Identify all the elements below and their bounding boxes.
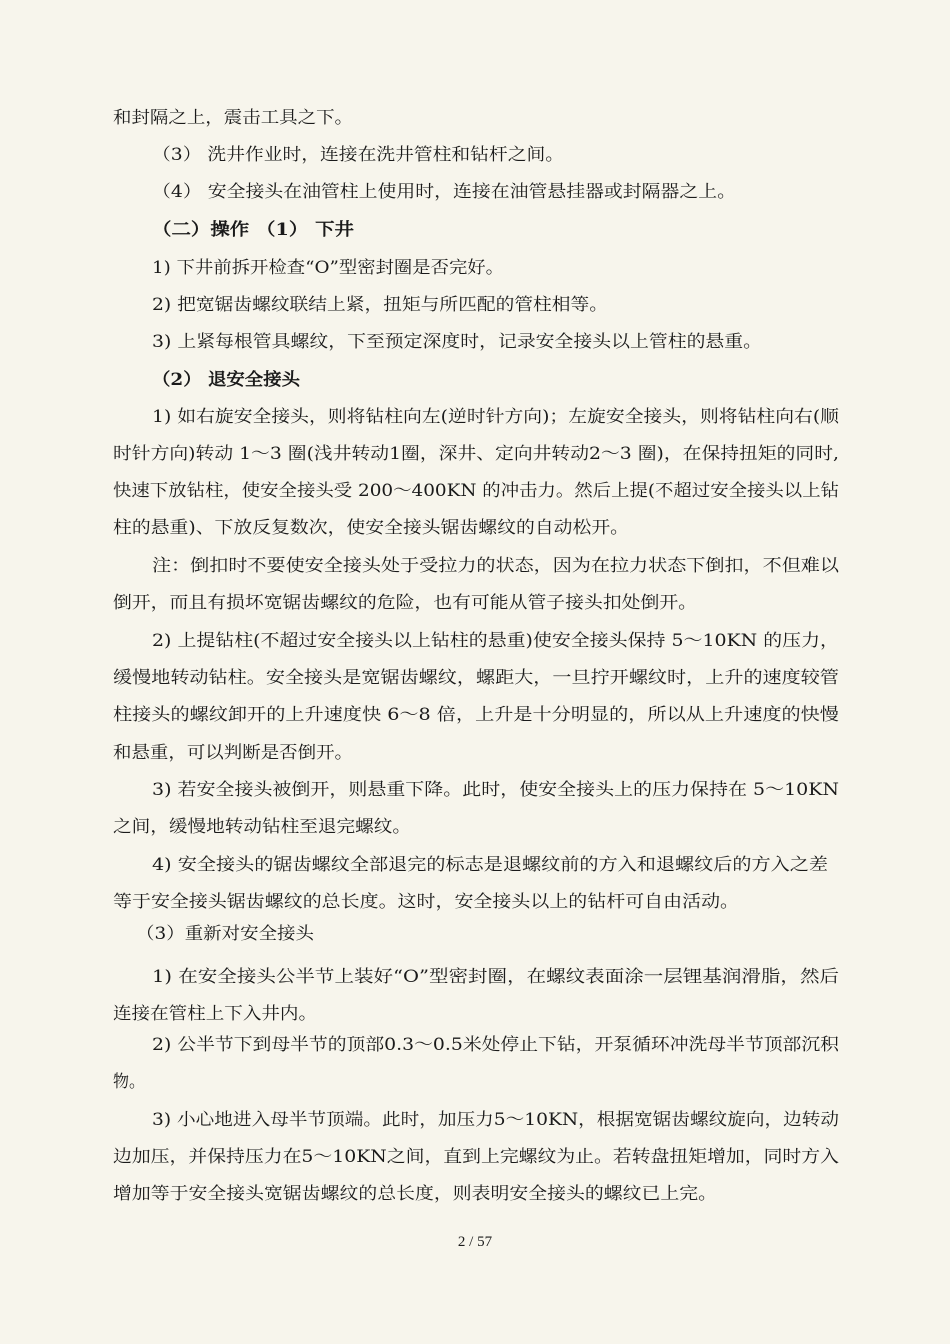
text-line-content: 连接在管柱上下入井内。 — [113, 1004, 317, 1024]
text-line — [0, 778, 950, 802]
text-line-content: 边加压，并保持压力在5～10KN之间，直到上完螺纹为止。若转盘扭矩增加，同时方入 — [113, 1147, 839, 1167]
text-line — [0, 815, 950, 839]
text-line — [0, 293, 950, 317]
text-line-content: （3）重新对安全接头 — [136, 924, 314, 944]
text-line-content: 2) 公半节下到母半节的顶部0.3～0.5米处停止下钻，开泵循环冲洗母半节顶部沉积 — [152, 1035, 839, 1055]
text-line — [0, 1108, 950, 1132]
text-line — [0, 922, 950, 946]
text-line-content: （2） 退安全接头 — [152, 370, 301, 390]
text-line — [0, 703, 950, 727]
text-line — [0, 405, 950, 429]
text-line-content: 1) 如右旋安全接头，则将钻柱向左(逆时针方向)；左旋安全接头，则将钻柱向右(顺 — [152, 407, 839, 427]
text-line — [0, 479, 950, 503]
text-line-content: 快速下放钻柱，使安全接头受 200～400KN 的冲击力。然后上提(不超过安全接头以上钻 — [113, 481, 840, 501]
text-line-content: 3) 上紧每根管具螺纹，下至预定深度时，记录安全接头以上管柱的悬重。 — [152, 332, 763, 352]
text-line — [0, 106, 950, 130]
text-line — [0, 180, 950, 204]
page-number: 2 / 57 — [457, 1234, 493, 1250]
text-line-content: 缓慢地转动钻柱。安全接头是宽锯齿螺纹，螺距大，一旦拧开螺纹时，上升的速度较管 — [113, 668, 839, 688]
text-line-content: 2) 上提钻柱(不超过安全接头以上钻柱的悬重)使安全接头保持 5～10KN 的压力， — [152, 631, 839, 651]
text-line — [0, 516, 950, 540]
text-line-content: 1) 在安全接头公半节上装好“O”型密封圈，在螺纹表面涂一层锂基润滑脂，然后 — [152, 967, 840, 987]
text-line-content: 时针方向)转动 1～3 圈(浅井转动1圈，深井、定向井转动2～3 圈)，在保持扭矩的同时, — [113, 444, 839, 464]
text-line — [0, 1070, 950, 1094]
text-line-content: 物。 — [113, 1072, 146, 1092]
text-line-content: 4) 安全接头的锯齿螺纹全部退完的标志是退螺纹前的方入和退螺纹后的方入之差 — [152, 855, 829, 875]
text-line — [0, 1182, 950, 1206]
text-line — [0, 218, 950, 242]
text-line-content: 2) 把宽锯齿螺纹联结上紧，扭矩与所匹配的管柱相等。 — [152, 295, 608, 315]
text-line-content: 之间，缓慢地转动钻柱至退完螺纹。 — [113, 817, 412, 837]
text-line-content: 增加等于安全接头宽锯齿螺纹的总长度，则表明安全接头的螺纹已上完。 — [113, 1184, 718, 1204]
text-line-content: （3） 洗井作业时，连接在洗井管柱和钻杆之间。 — [152, 145, 565, 165]
text-line — [0, 1002, 950, 1026]
text-line — [0, 143, 950, 167]
text-line — [0, 629, 950, 653]
text-line-content: 柱接头的螺纹卸开的上升速度快 6～8 倍，上升是十分明显的，所以从上升速度的快慢 — [113, 705, 839, 725]
text-line — [0, 1033, 950, 1057]
text-line — [0, 1145, 950, 1169]
text-line-content: 柱的悬重)、下放反复数次，使安全接头锯齿螺纹的自动松开。 — [113, 518, 630, 538]
text-line — [0, 330, 950, 354]
text-line — [0, 256, 950, 280]
text-line-content: 等于安全接头锯齿螺纹的总长度。这时，安全接头以上的钻杆可自由活动。 — [113, 892, 740, 912]
text-line-content: 3) 小心地进入母半节顶端。此时，加压力5～10KN，根据宽锯齿螺纹旋向，边转动 — [152, 1110, 839, 1130]
text-line-content: 注：倒扣时不要使安全接头处于受拉力的状态，因为在拉力状态下倒扣，不但难以 — [152, 556, 839, 576]
text-line-content: （二）操作 （1） 下井 — [152, 220, 355, 240]
text-line — [0, 591, 950, 615]
text-line-content: 和封隔之上，震击工具之下。 — [113, 108, 354, 128]
text-line — [0, 442, 950, 466]
text-line-content: 1) 下井前拆开检查“O”型密封圈是否完好。 — [152, 258, 505, 278]
text-line — [0, 965, 950, 989]
text-line — [0, 853, 950, 877]
text-line-content: 和悬重，可以判断是否倒开。 — [113, 743, 354, 763]
text-line-content: 倒开，而且有损坏宽锯齿螺纹的危险，也有可能从管子接头扣处倒开。 — [113, 593, 698, 613]
text-line — [0, 890, 950, 914]
text-line — [0, 554, 950, 578]
text-line — [0, 368, 950, 392]
text-line-content: （4） 安全接头在油管柱上使用时，连接在油管悬挂器或封隔器之上。 — [152, 182, 736, 202]
text-line-content: 3) 若安全接头被倒开，则悬重下降。此时，使安全接头上的压力保持在 5～10KN — [152, 780, 840, 800]
text-line — [0, 666, 950, 690]
text-line — [0, 741, 950, 765]
